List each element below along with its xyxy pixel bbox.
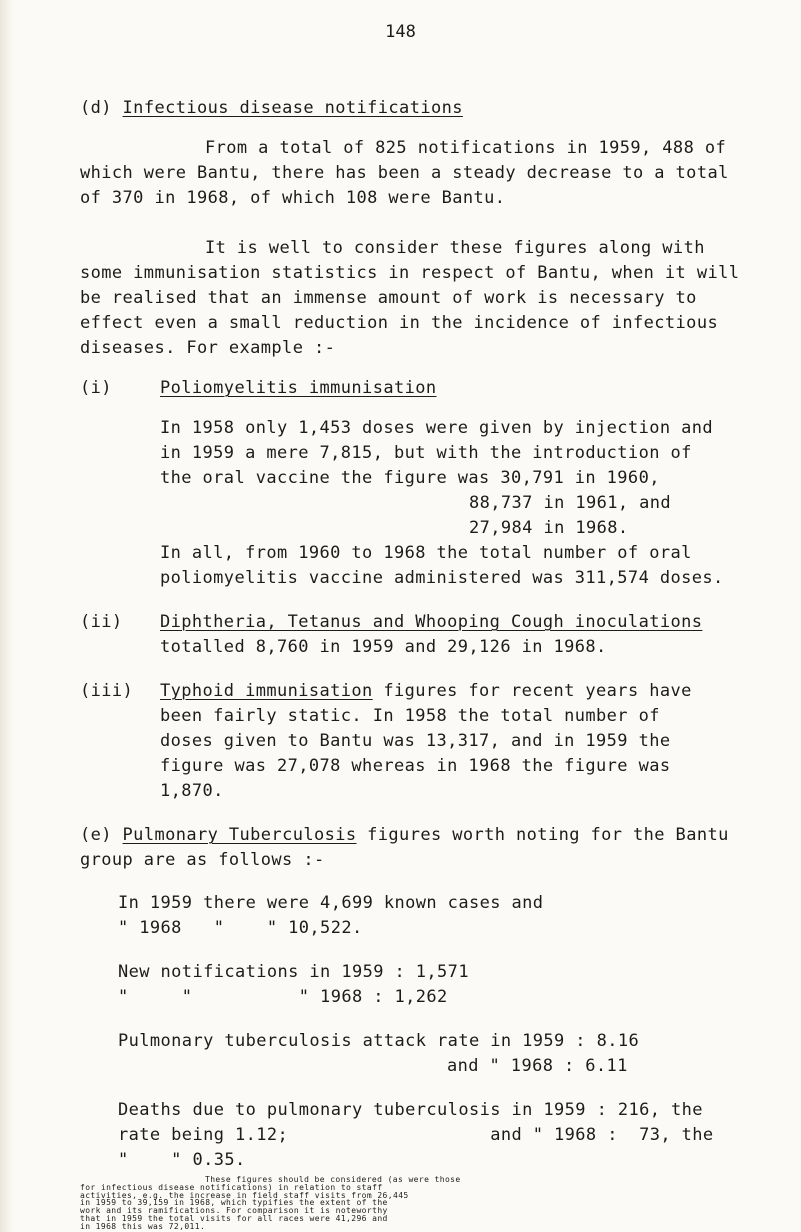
new-notifications-line: " " " 1968 : 1,262 bbox=[118, 987, 448, 1007]
closing-line: in 1959 to 39,159 in 1968, which typifies the extent of the bbox=[80, 1198, 388, 1208]
item-iii-line: been fairly static. In 1958 the total number of bbox=[160, 706, 660, 726]
section-e-heading: Pulmonary Tuberculosis bbox=[122, 825, 357, 845]
closing-line: work and its ramifications. For comparison it is noteworthy bbox=[80, 1206, 388, 1216]
section-e-heading-rest: figures worth noting for the Bantu bbox=[356, 825, 729, 845]
section-d-marker: (d) bbox=[80, 98, 112, 118]
item-i-marker: (i) bbox=[80, 378, 112, 398]
deaths-line: " " 0.35. bbox=[118, 1150, 246, 1170]
known-cases-line: " 1968 " " 10,522. bbox=[118, 918, 363, 938]
section-d-para1-line: which were Bantu, there has been a steady decrease to a total bbox=[80, 163, 729, 183]
section-e-line: group are as follows :- bbox=[80, 850, 325, 870]
closing-line: in 1968 this was 72,011. bbox=[80, 1221, 206, 1231]
section-e-heading-line bbox=[80, 825, 729, 845]
section-d-para1-line: of 370 in 1968, of which 108 were Bantu. bbox=[80, 188, 506, 208]
section-d-heading: Infectious disease notifications bbox=[122, 98, 463, 118]
section-d-para2-line: be realised that an immense amount of work is necessary to bbox=[80, 288, 697, 308]
new-notifications-line: New notifications in 1959 : 1,571 bbox=[118, 962, 469, 982]
item-i-line: In 1958 only 1,453 doses were given by injection and bbox=[160, 418, 714, 438]
closing-line: activities, e.g. the increase in field staff visits from 26,445 bbox=[80, 1190, 409, 1200]
item-iii-line: doses given to Bantu was 13,317, and in 1959 the bbox=[160, 731, 671, 751]
known-cases-line: In 1959 there were 4,699 known cases and bbox=[118, 893, 544, 913]
section-e-marker: (e) bbox=[80, 825, 112, 845]
closing-line: These figures should be considered (as were those bbox=[205, 1175, 461, 1184]
page-edge-shadow bbox=[0, 0, 14, 1232]
item-i-line: poliomyelitis vaccine administered was 311,574 doses. bbox=[160, 568, 724, 588]
item-i-line: In all, from 1960 to 1968 the total number of oral bbox=[160, 543, 692, 563]
item-iii-line: figure was 27,078 whereas in 1968 the figure was bbox=[160, 756, 671, 776]
item-iii-heading-rest: figures for recent years have bbox=[372, 681, 692, 701]
item-i-line: 27,984 in 1968. bbox=[469, 518, 629, 538]
item-ii-heading: Diphtheria, Tetanus and Whooping Cough inoculations bbox=[160, 612, 703, 632]
attack-rate-line: Pulmonary tuberculosis attack rate in 1959 : 8.16 bbox=[118, 1031, 640, 1051]
item-ii-marker: (ii) bbox=[80, 612, 123, 632]
item-i-line: in 1959 a mere 7,815, but with the introduction of bbox=[160, 443, 692, 463]
item-i-heading: Poliomyelitis immunisation bbox=[160, 378, 437, 398]
item-iii-line: 1,870. bbox=[160, 781, 224, 801]
item-ii-line: totalled 8,760 in 1959 and 29,126 in 1968. bbox=[160, 637, 607, 657]
item-iii-heading: Typhoid immunisation bbox=[160, 681, 373, 701]
section-d-para2-line: It is well to consider these figures along with bbox=[205, 238, 705, 258]
item-iii-marker: (iii) bbox=[80, 681, 134, 701]
deaths-line: Deaths due to pulmonary tuberculosis in 1959 : 216, the bbox=[118, 1100, 703, 1120]
deaths-line: rate being 1.12; and " 1968 : 73, the bbox=[118, 1125, 714, 1145]
item-i-line: 88,737 in 1961, and bbox=[469, 493, 672, 513]
closing-line: for infectious disease notifications) in relation to staff bbox=[80, 1182, 383, 1192]
section-d-para2-line: effect even a small reduction in the incidence of infectious bbox=[80, 313, 719, 333]
item-iii-heading-line bbox=[160, 681, 692, 701]
section-d-para1-line: From a total of 825 notifications in 1959, 488 of bbox=[205, 138, 727, 158]
page-number: 148 bbox=[385, 22, 416, 42]
closing-line: that in 1959 the total visits for all races were 41,296 and bbox=[80, 1214, 388, 1223]
section-d-para2-line: diseases. For example :- bbox=[80, 338, 336, 358]
section-d-para2-line: some immunisation statistics in respect of Bantu, when it will bbox=[80, 263, 740, 283]
attack-rate-line: and " 1968 : 6.11 bbox=[447, 1056, 628, 1076]
item-i-line: the oral vaccine the figure was 30,791 in 1960, bbox=[160, 468, 660, 488]
section-d-heading-line bbox=[80, 98, 463, 118]
